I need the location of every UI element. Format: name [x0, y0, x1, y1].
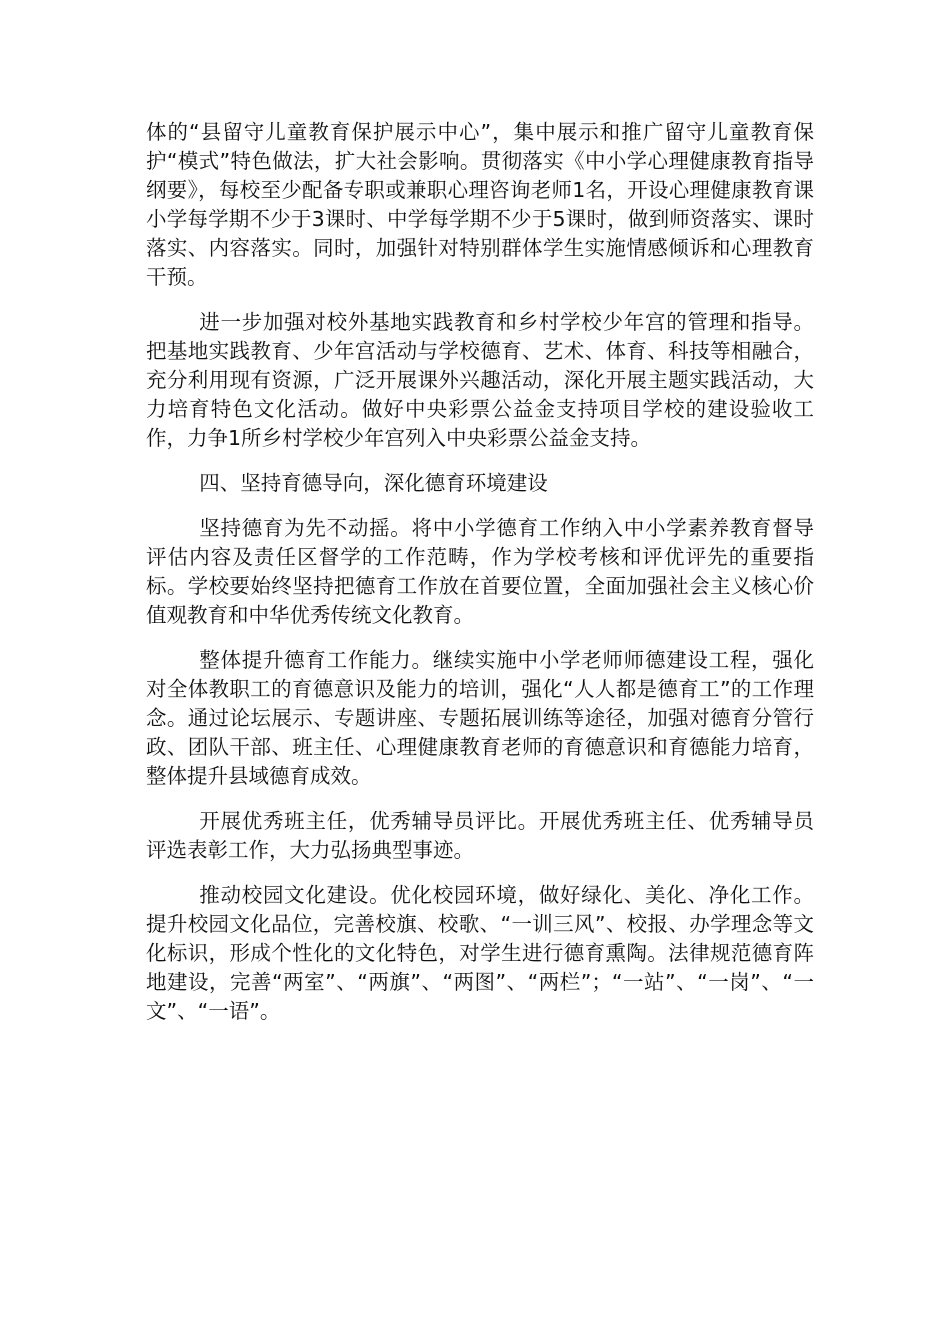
paragraph-teacher-awards: 开展优秀班主任，优秀辅导员评比。开展优秀班主任、优秀辅导员评选表彰工作，大力弘扬典型事迹。 — [146, 809, 814, 862]
paragraph-continuation: 体的“县留守儿童教育保护展示中心”，集中展示和推广留守儿童教育保护“模式”特色做法，扩大社会影响。贯彻落实《中小学心理健康教育指导纲要》，每校至少配备专职或兼职心理咨询老师1名，开设心理健康教育课小学每学期不少于3课时、中学每学期不少于5课时，做到师资落实、课时落实、内容落实。同时，加强针对特别群体学生实施情感倾诉和心理教育干预。 — [146, 120, 814, 289]
paragraph-moral-capacity: 整体提升德育工作能力。继续实施中小学老师师德建设工程，强化对全体教职工的育德意识及能力的培训，强化“人人都是德育工”的工作理念。通过论坛展示、专题讲座、专题拓展训练等途径，加强对德育分管行政、团队干部、班主任、心理健康教育老师的育德意识和育德能力培育，整体提升县域德育成效。 — [146, 648, 814, 788]
paragraph-campus-culture: 推动校园文化建设。优化校园环境，做好绿化、美化、净化工作。提升校园文化品位，完善校旗、校歌、“一训三风”、校报、办学理念等文化标识，形成个性化的文化特色，对学生进行德育熏陶。法律规范德育阵地建设，完善“两室”、“两旗”、“两图”、“两栏”；“一站”、“一岗”、“一文”、“一语”。 — [146, 883, 814, 1023]
section-heading: 四、坚持育德导向，深化德育环境建设 — [199, 471, 548, 495]
paragraph-moral-priority: 坚持德育为先不动摇。将中小学德育工作纳入中小学素养教育督导评估内容及责任区督学的工作范畴，作为学校考核和评优评先的重要指标。学校要始终坚持把德育工作放在首要位置，全面加强社会主义核心价值观教育和中华优秀传统文化教育。 — [146, 516, 814, 627]
paragraph-practice-education: 进一步加强对校外基地实践教育和乡村学校少年宫的管理和指导。把基地实践教育、少年宫活动与学校德育、艺术、体育、科技等相融合，充分利用现有资源，广泛开展课外兴趣活动，深化开展主题实践活动，大力培育特色文化活动。做好中央彩票公益金支持项目学校的建设验收工作，力争1所乡村学校少年宫列入中央彩票公益金支持。 — [146, 310, 814, 450]
document-body — [146, 118, 814, 1042]
